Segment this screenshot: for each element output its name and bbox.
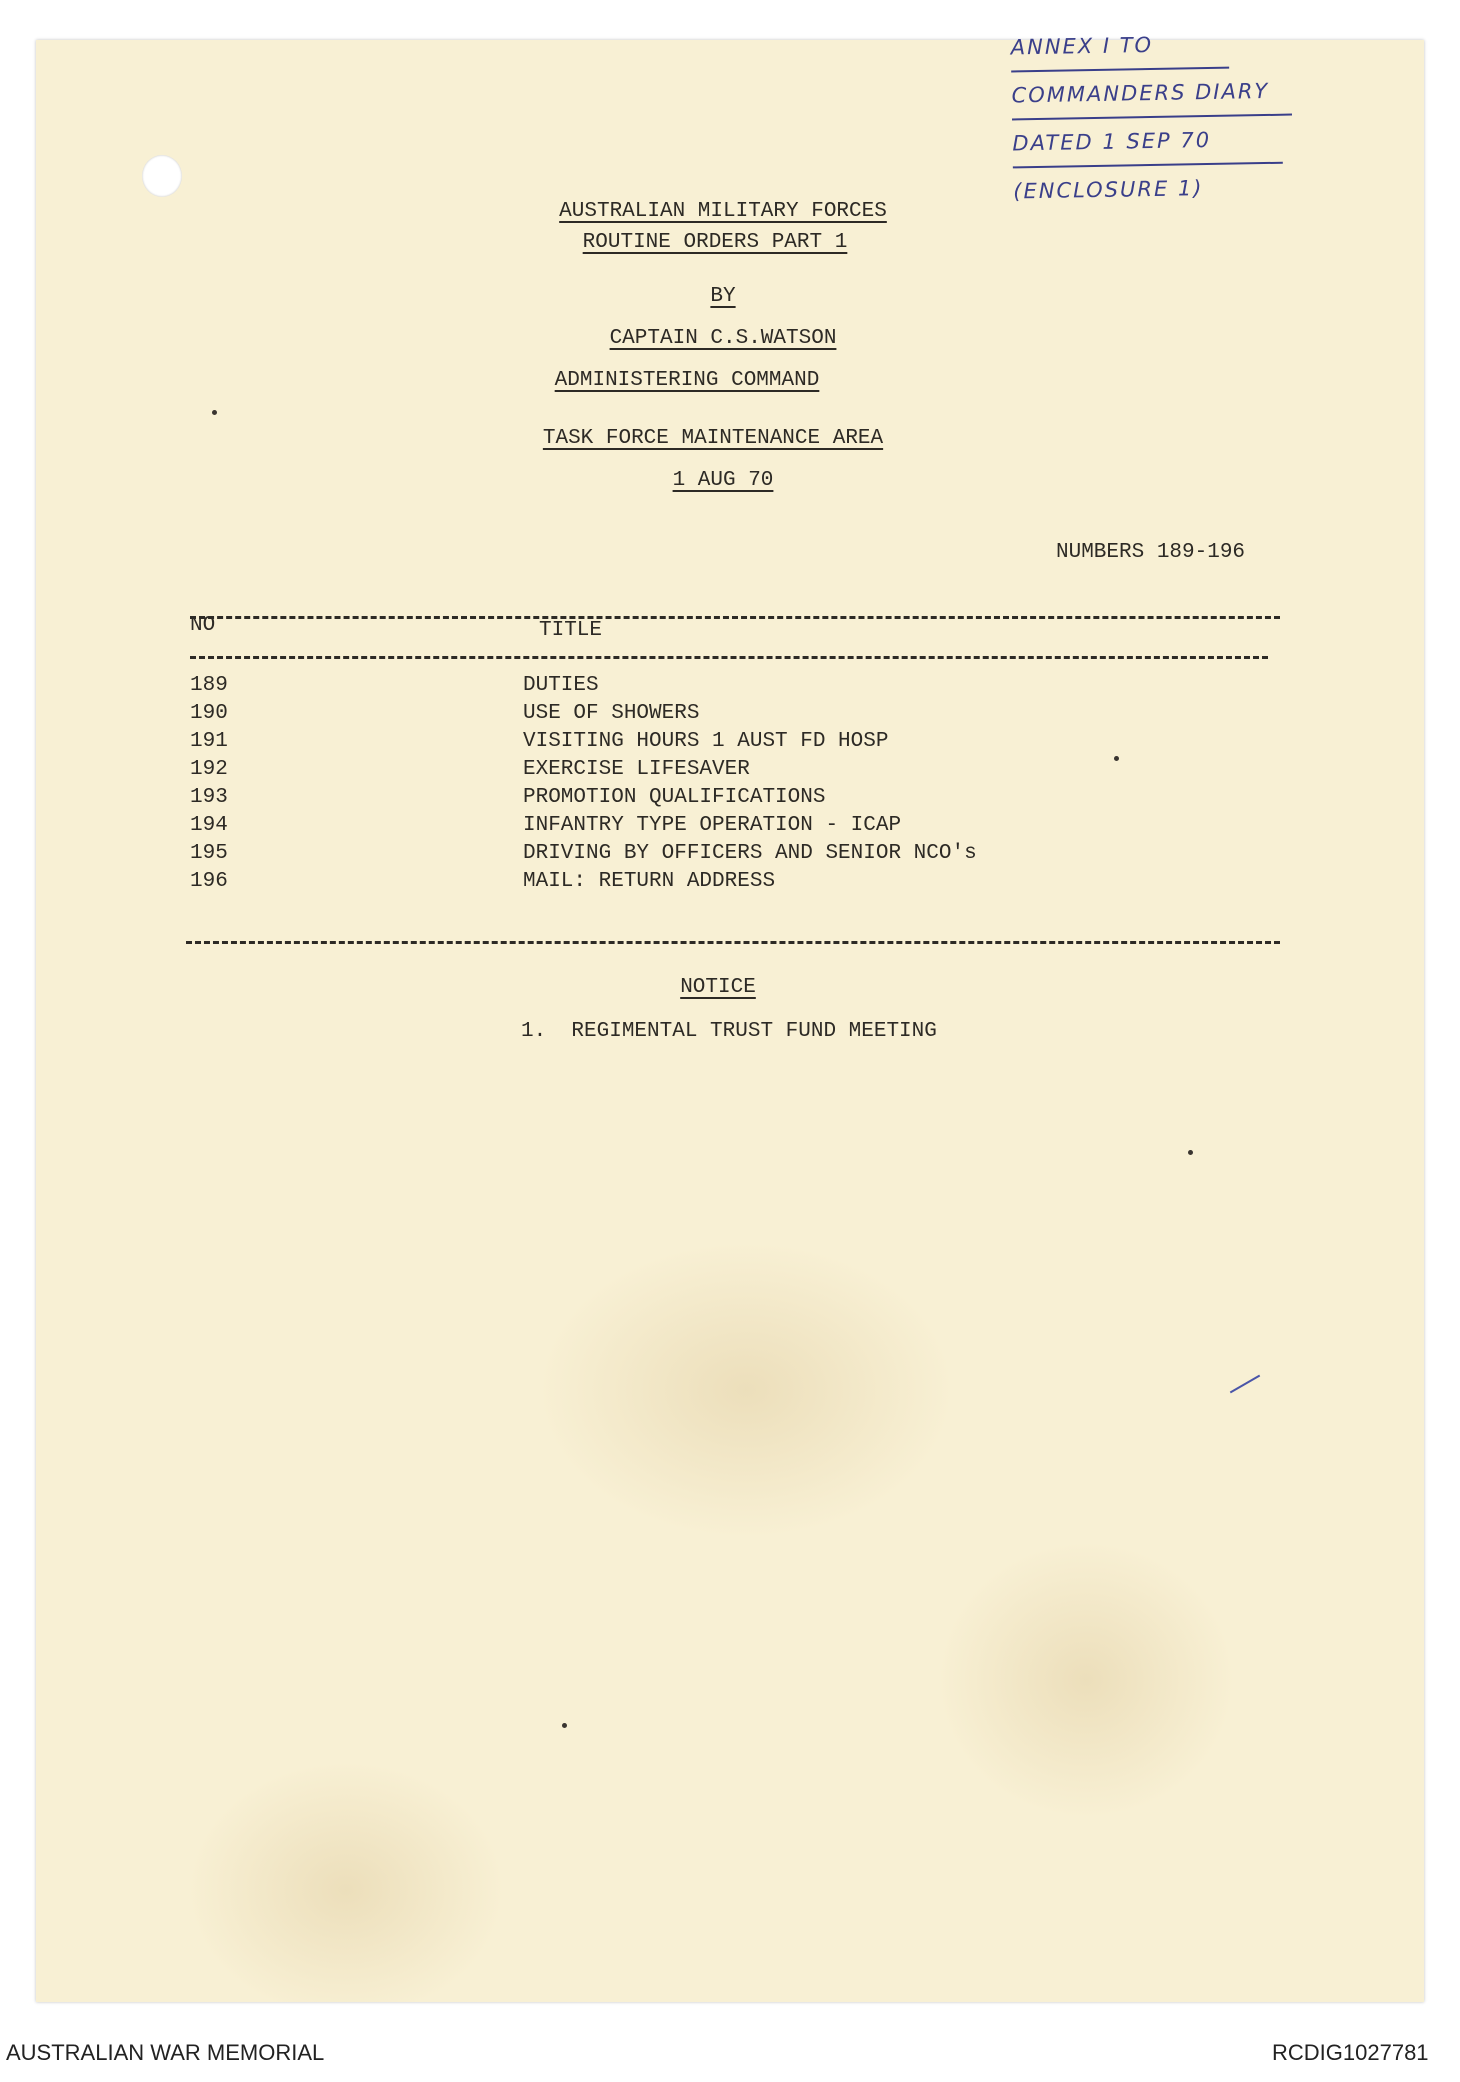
row-number: 189 (190, 674, 228, 697)
table-body (34, 674, 1234, 914)
row-number: 193 (190, 786, 228, 809)
annotation-line-4: (ENCLOSURE 1) (1013, 176, 1204, 204)
footer-archive-name: AUSTRALIAN WAR MEMORIAL (6, 2040, 325, 2065)
header-line-1: AUSTRALIAN MILITARY FORCES (559, 200, 887, 223)
annotation-line-2: COMMANDERS DIARY (1011, 68, 1292, 121)
row-title: DRIVING BY OFFICERS AND SENIOR NCO's (523, 842, 977, 865)
row-number: 194 (190, 814, 228, 837)
paper-speck (1188, 1150, 1193, 1155)
row-title: USE OF SHOWERS (523, 702, 700, 725)
notice-item: 1. REGIMENTAL TRUST FUND MEETING (521, 1020, 937, 1043)
header-line-6: TASK FORCE MAINTENANCE AREA (542, 427, 884, 450)
row-title: DUTIES (523, 674, 599, 697)
paper-stain (186, 1760, 506, 2002)
row-number: 190 (190, 702, 228, 725)
row-number: 195 (190, 842, 228, 865)
notice-heading: NOTICE (680, 976, 756, 999)
row-number: 196 (190, 870, 228, 893)
row-title: MAIL: RETURN ADDRESS (523, 870, 776, 893)
paper-speck (1114, 756, 1119, 761)
row-title: VISITING HOURS 1 AUST FD HOSP (523, 730, 889, 753)
footer-record-id: RCDIG1027781 (1272, 2040, 1429, 2065)
annotation-line-1: ANNEX I TO (1010, 21, 1229, 73)
numbers-range: NUMBERS 189-196 (1056, 541, 1246, 564)
annotation-line-3: DATED 1 SEP 70 (1012, 116, 1283, 169)
handwritten-annotation (1010, 20, 1293, 215)
header-date: 1 AUG 70 (672, 469, 774, 492)
row-title: INFANTRY TYPE OPERATION - ICAP (523, 814, 902, 837)
header-line-5: ADMINISTERING COMMAND (554, 369, 820, 392)
punch-hole (142, 155, 182, 197)
paper-speck (212, 410, 217, 415)
row-number: 192 (190, 758, 228, 781)
column-header-no: NO (190, 614, 216, 637)
row-title: EXERCISE LIFESAVER (523, 758, 750, 781)
table-header-rule (190, 656, 1268, 659)
row-title: PROMOTION QUALIFICATIONS (523, 786, 826, 809)
row-number: 191 (190, 730, 228, 753)
column-header-title: TITLE (539, 619, 603, 642)
header-line-4: CAPTAIN C.S.WATSON (609, 327, 837, 350)
table-top-rule (190, 616, 1280, 619)
header-line-2: ROUTINE ORDERS PART 1 (582, 231, 848, 254)
paper-speck (562, 1723, 567, 1728)
header-line-3: BY (710, 285, 736, 308)
table-bottom-rule (186, 941, 1280, 944)
paper-stain (936, 1540, 1236, 1820)
paper-stain (536, 1240, 956, 1540)
